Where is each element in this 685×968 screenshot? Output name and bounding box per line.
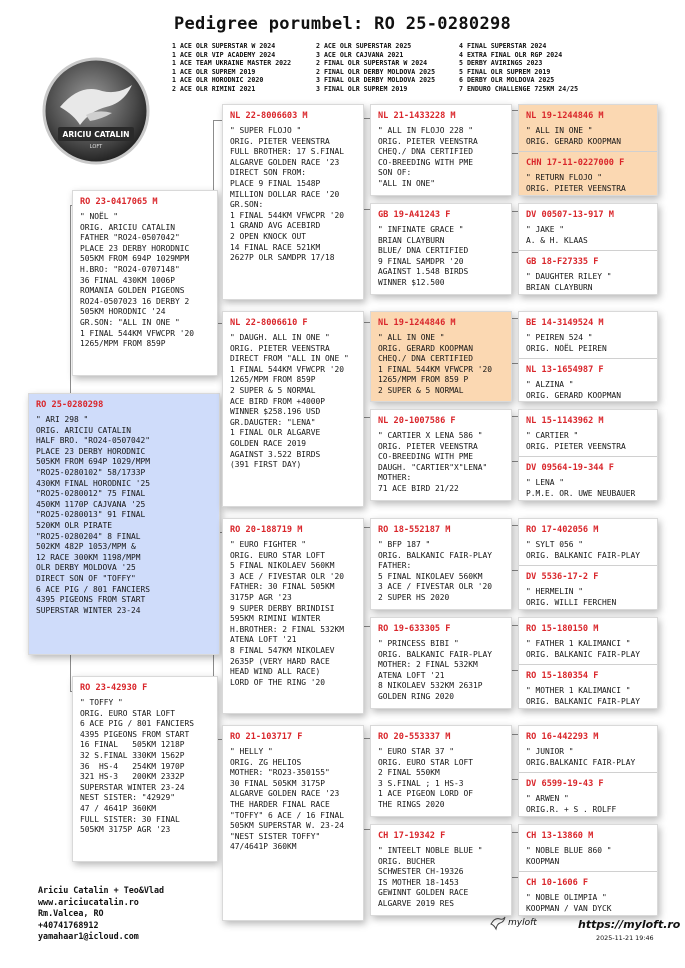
- achievement-item: 6 DERBY OLR MOLDOVA 2025: [459, 76, 555, 85]
- pigeon-card-sds[interactable]: [370, 311, 512, 402]
- ring-number: NL 22-8006610 F: [230, 318, 308, 328]
- pigeon-info: " ARI 298 " ORIG. ARICIU CATALIN HALF BRO. "RO24-0507042" PLACE 23 DERBY HORODNIC 505KM FROM 694P 1029/MPM "RO25-0280102" 58/1733P 430KM FINAL HORODNIC '25 "RO25-0280012" 75 FINAL 450KM 1170P CAJVANA '25 "RO25-0280013" 91 FINAL 520KM OLR PIRATE "RO25-0280204" 8 FINAL 502KM 482P 1053/MPM & 12 RACE 300KM 1198/MPM OLR DERBY MOLDOVA '25 DIRECT SON OF "TOFFY" 6 ACE PIG / 801 FANCIERS 4395 PIGEONS FROM START SUPERSTAR WINTER 23-24: [36, 415, 151, 615]
- achievement-item: 2 FINAL OLR SUPERSTAR W 2024: [316, 59, 428, 68]
- pigeon-card-pair-5[interactable]: [518, 518, 658, 610]
- brand-name: myloft: [508, 918, 537, 928]
- achievement-item: 1 ACE OLR SUPREM 2019: [172, 67, 256, 76]
- achievement-item: 1 ACE OLR HORODNIC 2020: [172, 76, 264, 85]
- ring-number: NL 20-1007586 F: [378, 416, 456, 426]
- pigeon-info: " SYLT 056 " ORIG. BALKANIC FAIR-PLAY: [526, 540, 641, 560]
- print-date: 2025-11-21 19:46: [596, 934, 654, 942]
- ring-number: CHN 17-11-0227000 F: [526, 158, 625, 169]
- ring-number: RO 15-180150 M: [526, 624, 599, 634]
- achievements-col-3: [459, 42, 578, 94]
- pigeon-card-dsd[interactable]: [370, 617, 512, 709]
- achievement-item: 4 EXTRA FINAL OLR RGP 2024: [459, 50, 563, 59]
- ring-number: RO 20-553337 M: [378, 732, 451, 742]
- website-link[interactable]: https://myloft.ro: [578, 918, 681, 931]
- pigeon-card-pair-3[interactable]: [518, 311, 658, 402]
- ring-number: GB 19-A41243 F: [378, 210, 451, 220]
- pigeon-card-sdd[interactable]: [370, 409, 512, 501]
- achievement-item: 7 ENDURO CHALLENGE 725KM 24/25: [459, 84, 579, 93]
- ring-number: RO 23-0417065 M: [80, 197, 158, 207]
- pigeon-info: " HELLY " ORIG. ZG HELIOS MOTHER: "RO23-350155" 30 FINAL 505KM 3175P ALGARVE GOLDEN RACE '23 THE HARDER FINAL RACE "TOFFY" 6 ACE / 16 FINAL 505KM SUPERSTAR W. 23-24 "NEST SISTER TOFFY" 47/4641P 360KM: [230, 747, 345, 852]
- pigeon-card-pair-1[interactable]: [518, 104, 658, 196]
- ring-number: NL 15-1143962 M: [526, 416, 604, 426]
- ring-number: RO 23-42930 F: [80, 683, 148, 693]
- achievements-col-2: [316, 42, 435, 94]
- pigeon-info: " NOBLE OLIMPIA " KOOPMAN / VAN DYCK: [526, 893, 612, 913]
- pigeon-info: " HERMELIN " ORIG. WILLI FERCHEN: [526, 587, 617, 607]
- pigeon-info: " ALL IN ONE " ORIG. GERARD KOOPMAN: [526, 126, 622, 146]
- achievement-item: 2 FINAL OLR DERBY MOLDOVA 2025: [316, 67, 436, 76]
- achievement-item: 1 ACE TEAM UKRAINE MASTER 2022: [172, 59, 292, 68]
- pigeon-info: " CARTIER X LENA 586 " ORIG. PIETER VEENSTRA CO-BREEDING WITH PME DAUGH. "CARTIER"X"LENA" MOTHER: 71 ACE BIRD 21/22: [378, 431, 488, 493]
- pigeon-info: " DAUGHTER RILEY " BRIAN CLAYBURN: [526, 272, 612, 292]
- achievement-item: 3 FINAL OLR DERBY MOLDOVA 2025: [316, 76, 436, 85]
- achievements-col-1: [172, 42, 291, 94]
- ring-number: NL 19-1244846 M: [378, 318, 456, 328]
- ring-number: RO 17-402056 M: [526, 525, 599, 535]
- pigeon-card-dds[interactable]: [370, 725, 512, 817]
- pigeon-info: " INTEELT NOBLE BLUE " ORIG. BUCHER SCHWESTER CH-19326 IS MOTHER 18-1453 GEWINNT GOLDEN RACE ALGARVE 2019 RES: [378, 846, 483, 908]
- pigeon-info: " EURO FIGHTER " ORIG. EURO STAR LOFT 5 FINAL NIKOLAEV 560KM 3 ACE / FIVESTAR OLR '20 FATHER: 30 FINAL 505KM 3175P AGR '23 9 SUPER DERBY BRINDISI 595KM RIMINI WINTER H.BROTHER: 2 FINAL 532KM ATENA LOFT '21 8 FINAL 547KM NIKOLAEV 2635P (VERY HARD RACE HEAD WIND ALL RACE) LORD OF THE RING '20: [230, 540, 345, 687]
- pigeon-card-dam[interactable]: [72, 676, 218, 862]
- pigeon-card-pair-6[interactable]: [518, 617, 658, 709]
- ring-number: RO 15-180354 F: [526, 671, 599, 682]
- pigeon-card-pair-4[interactable]: [518, 409, 658, 501]
- logo-subtext: LOFT: [89, 144, 103, 150]
- ring-number: CH 13-13860 M: [526, 831, 594, 841]
- achievement-item: 3 FINAL OLR SUPREM 2019: [316, 84, 408, 93]
- ring-number: RO 19-633305 F: [378, 624, 451, 634]
- ring-number: NL 22-8006603 M: [230, 111, 308, 121]
- ring-number: RO 18-552187 M: [378, 525, 451, 535]
- loft-logo: [40, 55, 152, 167]
- ring-number: GB 18-F27335 F: [526, 257, 599, 268]
- ring-number: BE 14-3149524 M: [526, 318, 604, 328]
- pigeon-card-sss[interactable]: [370, 104, 512, 196]
- achievement-item: 5 FINAL OLR SUPREM 2019: [459, 67, 551, 76]
- pigeon-info: " ALZINA " ORIG. GERARD KOOPMAN: [526, 380, 622, 400]
- pigeon-card-sire[interactable]: [72, 190, 218, 376]
- ring-number: CH 17-19342 F: [378, 831, 446, 841]
- ring-number: DV 5536-17-2 F: [526, 572, 599, 583]
- pigeon-info: " EURO STAR 37 " ORIG. EURO STAR LOFT 2 FINAL 550KM 3 S.FINAL ; 1 HS-3 1 ACE PIGEON LORD OF THE RINGS 2020: [378, 747, 474, 809]
- achievement-item: 5 DERBY AVIRINGS 2023: [459, 59, 543, 68]
- pigeon-info: " TOFFY " ORIG. EURO STAR LOFT 6 ACE PIG / 801 FANCIERS 4395 PIGEONS FROM START 16 FINAL 505KM 1218P 32 S.FINAL 330KM 1562P 36 HS-4 254KM 1970P 321 HS-3 200KM 2332P SUPERSTAR WINTER 23-24 NEST SISTER: "42929" 47 / 4641P 360KM FULL SISTER: 30 FINAL 505KM 3175P AGR '23: [80, 698, 195, 835]
- pigeon-info: " CARTIER " ORIG. PIETER VEENSTRA: [526, 431, 626, 451]
- pigeon-card-pair-2[interactable]: [518, 203, 658, 295]
- pigeon-info: " PEIREN 524 " ORIG. NOËL PEIREN: [526, 333, 607, 353]
- pigeon-info: " ALL IN FLOJO 228 " ORIG. PIETER VEENSTRA CHEQ./ DNA CERTIFIED CO-BREEDING WITH PME SON OF: "ALL IN ONE": [378, 126, 478, 188]
- pigeon-card-dam-dam[interactable]: [222, 725, 364, 921]
- ring-number: DV 6599-19-43 F: [526, 779, 604, 790]
- pigeon-card-ssd[interactable]: [370, 203, 512, 295]
- pigeon-card-dss[interactable]: [370, 518, 512, 610]
- myloft-pigeon-icon: [489, 914, 507, 932]
- pigeon-card-ddd[interactable]: [370, 824, 512, 916]
- pigeon-info: " LENA " P.M.E. OR. UWE NEUBAUER: [526, 478, 636, 498]
- pigeon-info: " BFP 187 " ORIG. BALKANIC FAIR-PLAY FATHER: 5 FINAL NIKOLAEV 560KM 3 ACE / FIVESTAR OLR '20 2 SUPER HS 2020: [378, 540, 493, 602]
- pigeon-info: " PRINCESS BIBI " ORIG. BALKANIC FAIR-PLAY MOTHER: 2 FINAL 532KM ATENA LOFT '21 8 NIKOLAEV 532KM 2631P GOLDEN RING 2020: [378, 639, 493, 701]
- achievement-item: 3 ACE OLR CAJVANA 2021: [316, 50, 404, 59]
- achievement-item: 2 ACE OLR RIMINI 2021: [172, 84, 256, 93]
- ring-number: RO 21-103717 F: [230, 732, 303, 742]
- ring-number: RO 20-188719 M: [230, 525, 303, 535]
- pigeon-info: " DAUGH. ALL IN ONE " ORIG. PIETER VEENSTRA DIRECT FROM "ALL IN ONE " 1 FINAL 544KM VFWCPR '20 1265/MPM FROM 859P 2 SUPER & 5 NORMAL ACE BIRD FROM +4000P WINNER $258.196 USD GR.DAUGTER: "LENA" 1 FINAL OLR ALGARVE GOLDEN RACE 2019 AGAINST 3.522 BIRDS (391 FIRST DAY): [230, 333, 349, 470]
- ring-number: NL 13-1654987 F: [526, 365, 604, 376]
- pigeon-info: " NOËL " ORIG. ARICIU CATALIN FATHER "RO24-0507042" PLACE 23 DERBY HORODNIC 505KM FROM 694P 1029MPM H.BRO: "RO24-0707148" 36 FINAL 430KM 1006P ROMANIA GOLDEN PIGEONS RO24-0507023 16 DERBY 2 505KM HORODNIC '24 GR.SON: "ALL IN ONE " 1 FINAL 544KM VFWCPR '20 1265/MPM FROM 859P: [80, 212, 195, 349]
- pigeon-info: " RETURN FLOJO " ORIG. PIETER VEENSTRA: [526, 173, 626, 193]
- pigeon-info: " JAKE " A. & H. KLAAS: [526, 225, 588, 245]
- pigeon-info: " ARWEN " ORIG.R. + S . ROLFF: [526, 794, 617, 814]
- owner-contact: Ariciu Catalin + Teo&Vlad www.ariciucatalin.ro Rm.Valcea, RO +40741768912 yamahaar1@icloud.com: [38, 885, 165, 942]
- achievement-item: 4 FINAL SUPERSTAR 2024: [459, 42, 547, 50]
- page-title: Pedigree porumbel: RO 25-0280298: [173, 14, 512, 34]
- ring-number: RO 25-0280298: [36, 400, 104, 410]
- pigeon-card-dam-sire[interactable]: [222, 518, 364, 714]
- pigeon-info: " FATHER 1 KALIMANCI " ORIG. BALKANIC FAIR-PLAY: [526, 639, 641, 659]
- pigeon-info: " JUNIOR " ORIG.BALKANIC FAIR-PLAY: [526, 747, 636, 767]
- ring-number: DV 09564-19-344 F: [526, 463, 614, 474]
- ring-number: DV 00507-13-917 M: [526, 210, 614, 220]
- pigeon-card-subject[interactable]: [28, 393, 220, 655]
- ring-number: RO 16-442293 M: [526, 732, 599, 742]
- achievement-item: 1 ACE OLR SUPERSTAR W 2024: [172, 42, 276, 50]
- pigeon-card-sire-dam[interactable]: [222, 311, 364, 507]
- ring-number: CH 10-1606 F: [526, 878, 589, 889]
- pigeon-info: " SUPER FLOJO " ORIG. PIETER VEENSTRA FULL BROTHER: 17 S.FINAL ALGARVE GOLDEN RACE '23 DIRECT SON FROM: PLACE 9 FINAL 1548P MILLION DOLLAR RACE '20 GR.SON: 1 FINAL 544KM VFWCPR '20 1 GRAND AVG ACEBIRD 2 OPEN KNOCK OUT 14 FINAL RACE 521KM 2627P OLR SAMDPR 17/18: [230, 126, 345, 263]
- ring-number: NL 21-1433228 M: [378, 111, 456, 121]
- pigeon-card-sire-sire[interactable]: [222, 104, 364, 300]
- pigeon-card-pair-8[interactable]: [518, 824, 658, 916]
- pigeon-card-pair-7[interactable]: [518, 725, 658, 817]
- pigeon-info: " NOBLE BLUE 860 " KOOPMAN: [526, 846, 612, 866]
- pigeon-info: " ALL IN ONE " ORIG. GERARD KOOPMAN CHEQ./ DNA CERTIFIED 1 FINAL 544KM VFWCPR '20 1265/MPM FROM 859 P 2 SUPER & 5 NORMAL: [378, 333, 493, 395]
- pigeon-info: " MOTHER 1 KALIMANCI " ORIG. BALKANIC FAIR-PLAY: [526, 686, 641, 706]
- logo-text: ARICIU CATALIN: [62, 130, 130, 139]
- ring-number: NL 19-1244846 M: [526, 111, 604, 121]
- achievement-item: 2 ACE OLR SUPERSTAR 2025: [316, 42, 412, 50]
- achievement-item: 1 ACE OLR VIP ACADEMY 2024: [172, 50, 276, 59]
- pigeon-info: " INFINATE GRACE " BRIAN CLAYBURN BLUE/ DNA CERTIFIED 9 FINAL SAMDPR '20 AGAINST 1.548 BIRDS WINNER $12.500: [378, 225, 469, 287]
